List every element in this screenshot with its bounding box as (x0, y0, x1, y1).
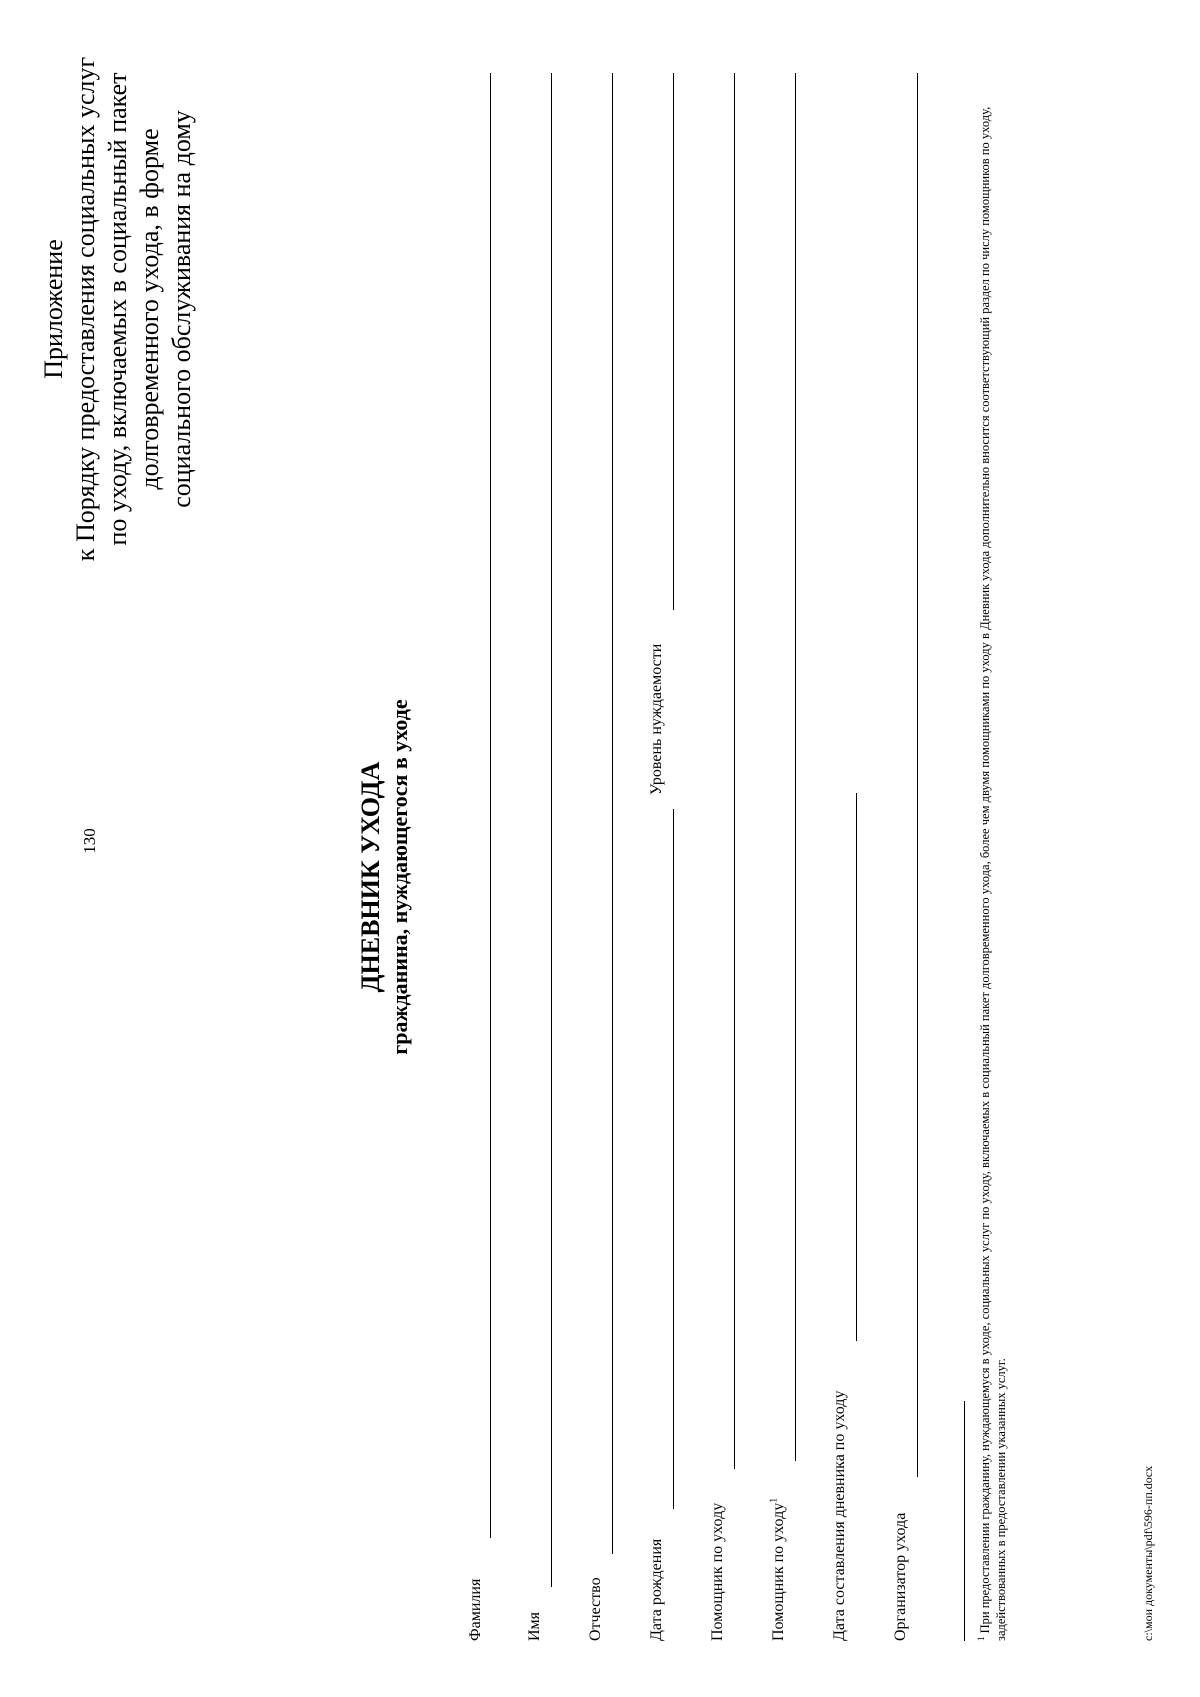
appendix-line: Приложение (39, 239, 68, 379)
care-organizer-field[interactable] (917, 73, 918, 1477)
surname-field[interactable] (490, 73, 491, 1538)
care-assistant-2-field[interactable] (795, 73, 796, 1461)
page-number: 130 (80, 828, 99, 854)
file-path: c:\мои документы\pdf\596-пп.docx (1141, 1465, 1155, 1641)
need-level-label: Уровень нуждаемости (648, 643, 665, 795)
footnote-ref: 1 (768, 1497, 780, 1503)
appendix-line: долговременного ухода, в форме (135, 128, 164, 490)
care-assistant-1-field[interactable] (734, 73, 735, 1469)
need-level-field[interactable] (673, 73, 674, 610)
diary-date-label: Дата составления дневника по уходу (831, 1390, 848, 1641)
patronymic-field[interactable] (612, 73, 613, 1554)
diary-date-field[interactable] (856, 793, 857, 1341)
title-main: ДНЕВНИК УХОДА (356, 761, 385, 993)
care-assistant-1-label: Помощник по уходу (709, 1502, 726, 1641)
appendix-header (38, 29, 198, 589)
footnote-separator (964, 1401, 965, 1641)
care-assistant-2-label (770, 1498, 788, 1641)
footnote (973, 73, 1009, 1641)
care-assistant-2-text: Помощник по уходу (770, 1502, 787, 1641)
patronymic-label: Отчество (587, 1577, 604, 1641)
care-organizer-label: Организатор ухода (892, 1512, 909, 1641)
appendix-line: к Порядку предоставления социальных услуг (71, 56, 100, 562)
first-name-field[interactable] (551, 73, 552, 1587)
title-sub: гражданина, нуждающегося в уходе (387, 699, 412, 1055)
footnote-text: При предоставлении гражданину, нуждающемуся в уходе, социальных услуг по уходу, включаемых в социальный пакет долговременного ухода, более чем двумя помощниками по уходу в Дневник ухода дополнительно вносится соответствующий раздел по числу помощников по уходу, задействованных в предоставлении указанных услуг. (978, 106, 1009, 1641)
footnote-mark: 1 (976, 1636, 986, 1641)
birth-date-field[interactable] (673, 809, 674, 1509)
document-title (356, 457, 414, 1297)
appendix-line: социального обслуживания на дому (167, 110, 196, 508)
surname-label: Фамилия (467, 1578, 484, 1641)
appendix-line: по уходу, включаемых в социальный пакет (103, 72, 132, 546)
birth-date-label: Дата рождения (648, 1538, 665, 1641)
first-name-label: Имя (526, 1611, 543, 1641)
